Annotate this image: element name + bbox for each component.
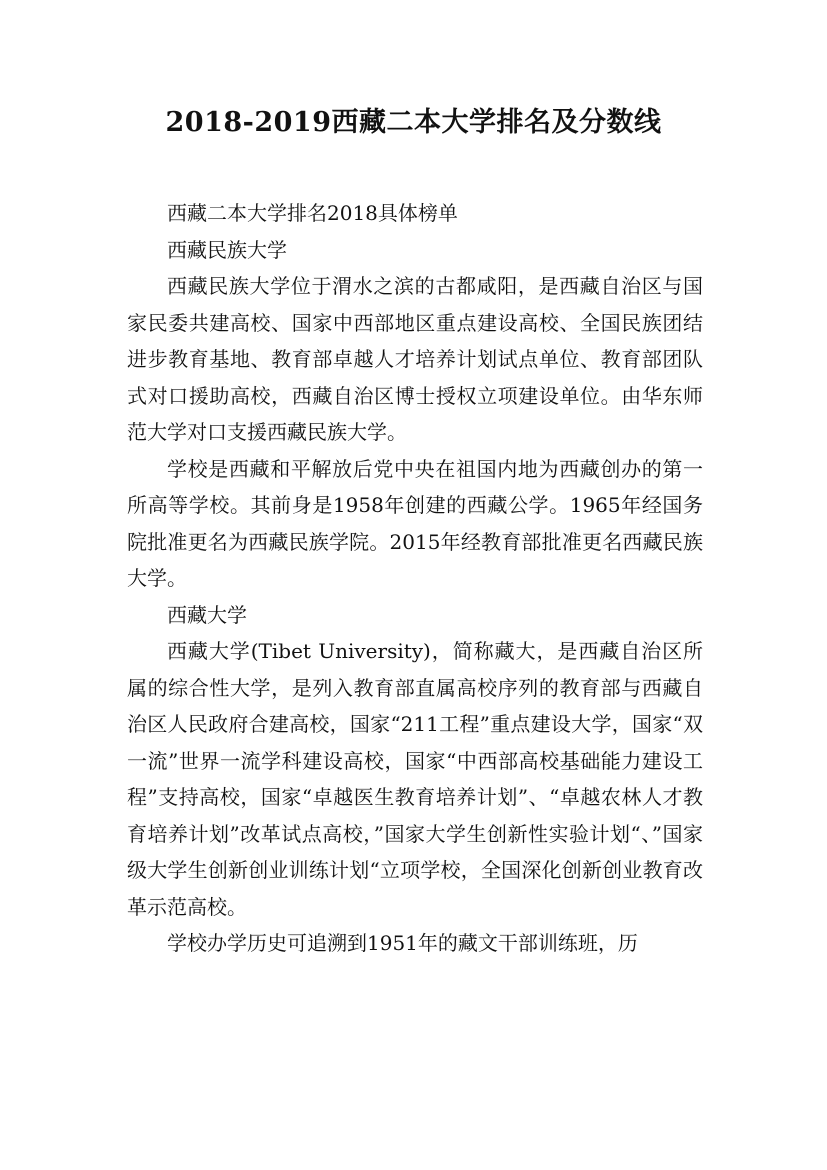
- document-title: 2018-2019西藏二本大学排名及分数线: [165, 107, 662, 138]
- list-heading-paragraph: 西藏二本大学排名2018具体榜单: [167, 201, 458, 225]
- document-body: [127, 195, 703, 962]
- paragraph-tibet-minzu-intro: 西藏民族大学位于渭水之滨的古都咸阳，是西藏自治区与国家民委共建高校、国家中西部地区重点建设高校、全国民族团结进步教育基地、教育部卓越人才培养计划试点单位、教育部团队式对口援助高校，西藏自治区博士授权立项建设单位。由华东师范大学对口支援西藏民族大学。: [127, 274, 703, 444]
- university-heading-tibet-minzu: 西藏民族大学: [167, 237, 287, 262]
- university-heading-tibet-university: 西藏大学: [167, 602, 247, 627]
- paragraph-tibet-university-intro: 西藏大学(Tibet University)，简称藏大，是西藏自治区所属的综合性大学，是列入教育部直属高校序列的教育部与西藏自治区人民政府合建高校，国家“211工程”重点建设大学，国家“双一流”世界一流学科建设高校，国家“中西部高校基础能力建设工程”支持高校，国家“卓越医生教育培养计划”、“卓越农林人才教育培养计划”改革试点高校，”国家大学生创新性实验计划“、”国家级大学生创新创业训练计划“立项学校，全国深化创新创业教育改革示范高校。: [127, 639, 703, 919]
- paragraph-tibet-minzu-history: 学校是西藏和平解放后党中央在祖国内地为西藏创办的第一所高等学校。其前身是1958年创建的西藏公学。1965年经国务院批准更名为西藏民族学院。2015年经教育部批准更名西藏民族大学。: [127, 456, 703, 590]
- paragraph-tibet-university-history: 学校办学历史可追溯到1951年的藏文干部训练班，历: [167, 931, 638, 955]
